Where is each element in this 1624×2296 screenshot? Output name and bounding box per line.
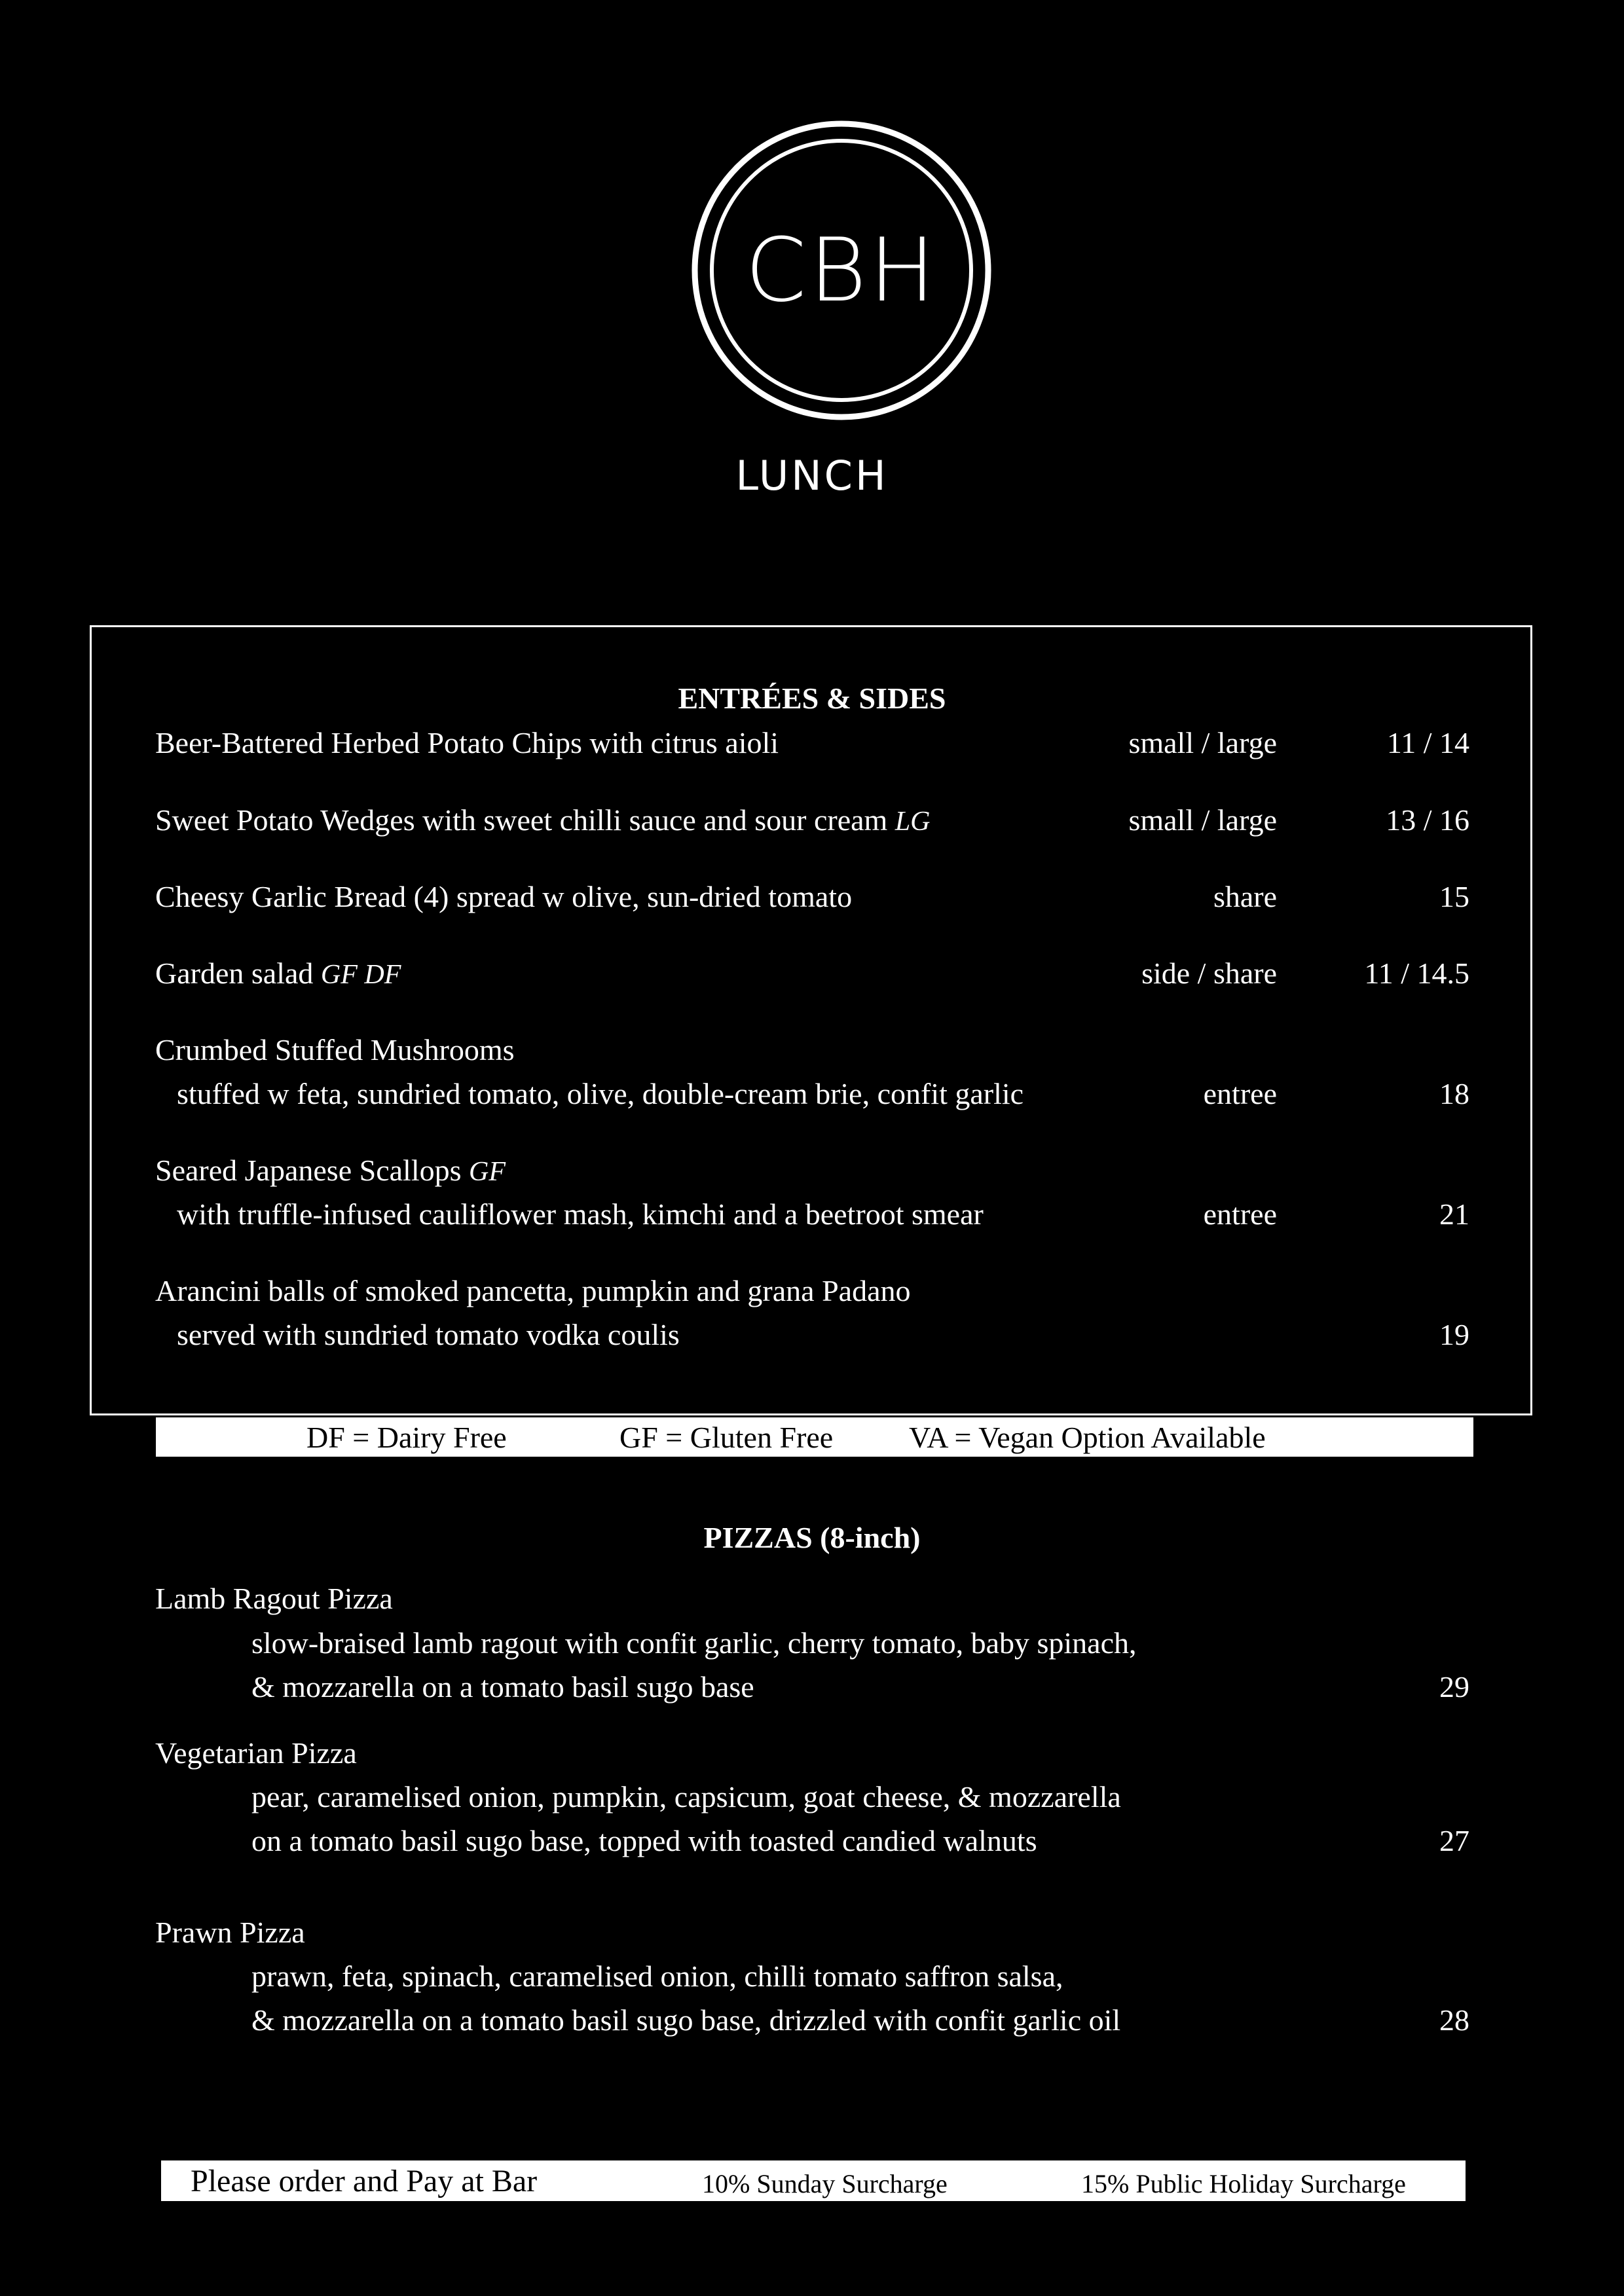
item-name: Sweet Potato Wedges with sweet chilli sauce and sour cream [155,803,888,837]
holiday-surcharge-note: 15% Public Holiday Surcharge [1081,2169,1406,2198]
item-description-line: pear, caramelised onion, pumpkin, capsicum, goat cheese, & mozzarella [251,1780,1121,1813]
item-price: 18 [1439,1077,1469,1110]
item-name: Vegetarian Pizza [155,1736,357,1770]
item-name: Lamb Ragout Pizza [155,1582,393,1615]
item-price: 11 / 14 [1386,726,1469,759]
item-size: small / large [1128,726,1277,759]
item-name: Crumbed Stuffed Mushrooms [155,1033,515,1066]
item-description-line: slow-braised lamb ragout with confit garlic, cherry tomato, baby spinach, [251,1626,1137,1660]
item-description: served with sundried tomato vodka coulis [177,1318,680,1351]
item-diet-tag: LG [895,807,931,837]
menu-title: LUNCH [735,452,889,500]
item-diet-tag: GF [469,1157,506,1187]
entrees-heading: ENTRÉES & SIDES [678,682,946,715]
legend-vegan-option: VA = Vegan Option Available [909,1421,1266,1454]
item-price: 13 / 16 [1386,803,1469,837]
item-diet-tag: GF DF [320,960,401,990]
legend-gluten-free: GF = Gluten Free [619,1421,834,1454]
item-price: 15 [1439,880,1469,913]
item-description-line: on a tomato basil sugo base, topped with toasted candied walnuts [251,1824,1037,1857]
item-price: 19 [1439,1318,1469,1351]
item-description-line: & mozzarella on a tomato basil sugo base [251,1670,754,1704]
item-description-line: prawn, feta, spinach, caramelised onion, chilli tomato saffron salsa, [251,1959,1063,1993]
dietary-legend [156,1417,1473,1457]
item-size: side / share [1141,957,1277,990]
item-size: entree [1203,1197,1277,1231]
item-price: 28 [1439,2003,1469,2037]
item-price: 27 [1439,1824,1469,1857]
item-name: Arancini balls of smoked pancetta, pumpkin and grana Padano [155,1274,911,1307]
item-size: small / large [1128,803,1277,837]
item-description: stuffed w feta, sundried tomato, olive, double-cream brie, confit garlic [177,1077,1024,1110]
pizzas-heading: PIZZAS (8-inch) [703,1521,921,1554]
item-name: Beer-Battered Herbed Potato Chips with citrus aioli [155,726,779,759]
footer-notice [161,2160,1466,2201]
item-price: 29 [1439,1670,1469,1704]
logo-text: CBH [745,219,938,321]
item-name: Seared Japanese Scallops [155,1154,462,1187]
legend-dairy-free: DF = Dairy Free [306,1421,507,1454]
sunday-surcharge-note: 10% Sunday Surcharge [702,2169,948,2198]
cbh-logo [691,120,992,421]
item-price: 21 [1439,1197,1469,1231]
item-price: 11 / 14.5 [1364,957,1469,990]
item-description-line: & mozzarella on a tomato basil sugo base, drizzled with confit garlic oil [251,2003,1121,2037]
item-size: entree [1203,1077,1277,1110]
item-description: with truffle-infused cauliflower mash, kimchi and a beetroot smear [177,1197,984,1231]
order-at-bar-note: Please order and Pay at Bar [191,2164,538,2198]
item-name: Cheesy Garlic Bread (4) spread w olive, sun-dried tomato [155,880,853,913]
item-name: Garden salad [155,957,314,990]
item-size: share [1213,880,1277,913]
item-name: Prawn Pizza [155,1916,305,1949]
